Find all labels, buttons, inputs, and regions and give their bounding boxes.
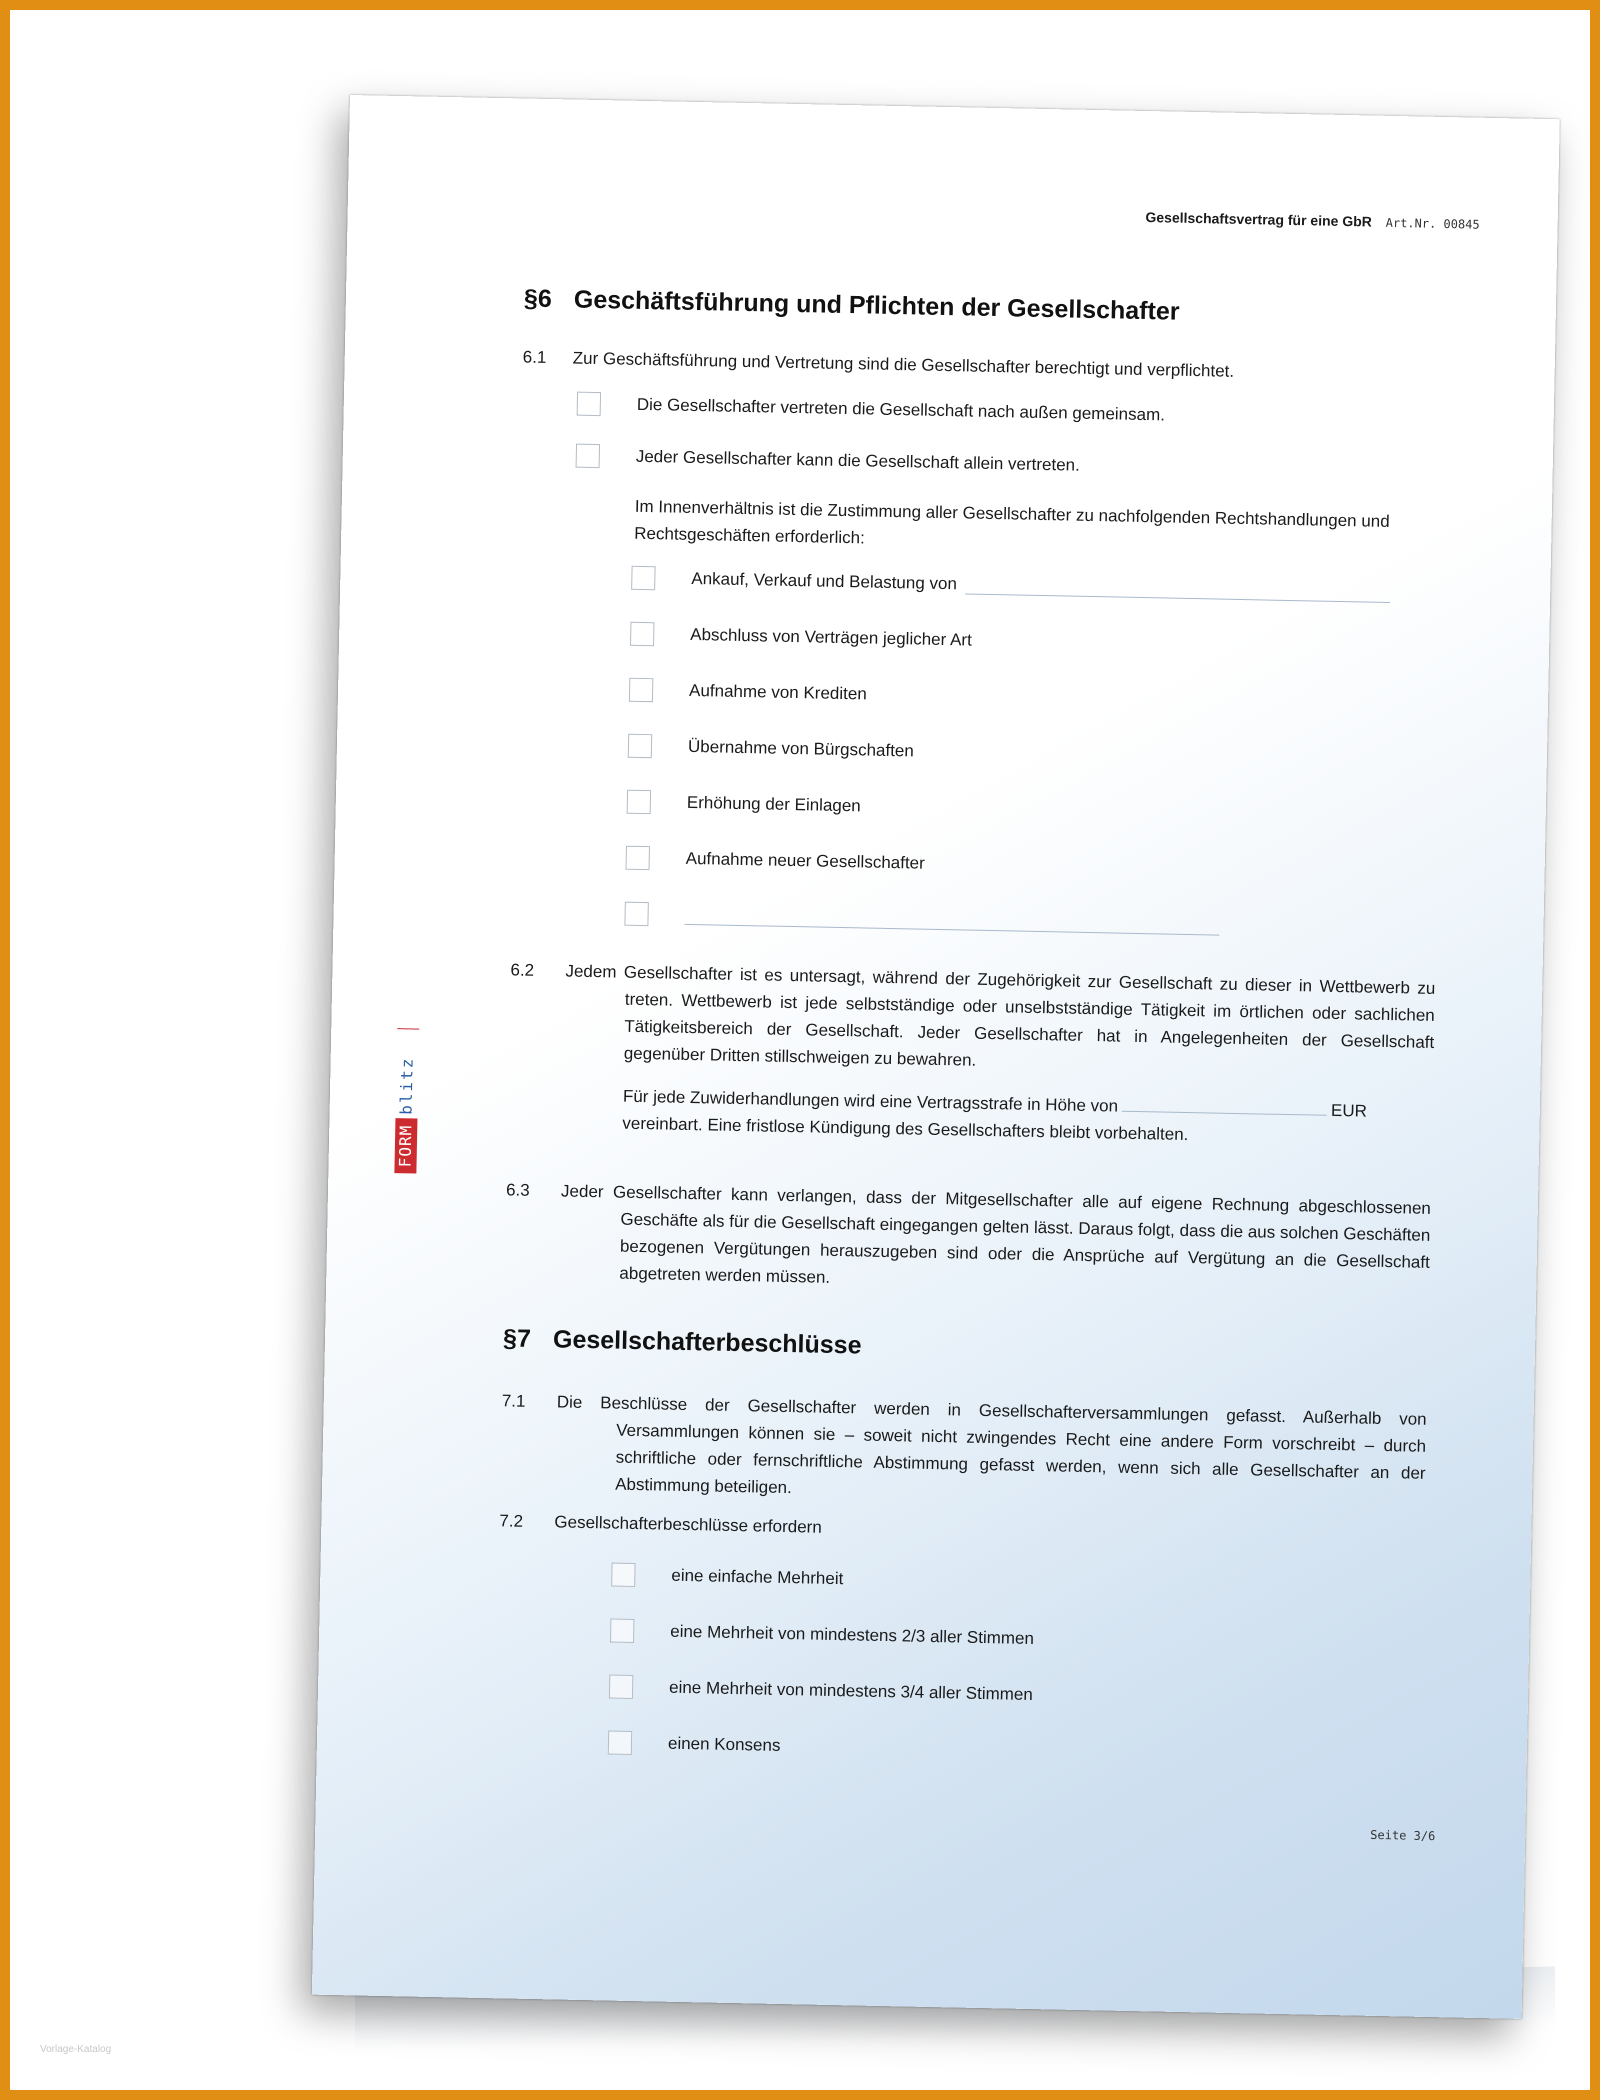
checkbox[interactable] <box>624 902 648 926</box>
checkbox[interactable] <box>611 1563 635 1587</box>
clause-7-1-number: 7.1 <box>501 1391 526 1411</box>
watermark: Vorlage-Katalog <box>40 2044 112 2055</box>
checkbox[interactable] <box>577 392 601 416</box>
clause-6-2-number: 6.2 <box>510 960 535 980</box>
penalty-text-a: Für jede Zuwiderhandlungen wird eine Vertragsstrafe in Höhe von <box>622 1086 1119 1116</box>
option-label: Die Gesellschafter vertreten die Gesellschaft nach außen gemeinsam. <box>636 394 1166 425</box>
penalty-text <box>622 1083 1433 1153</box>
item-label: Ankauf, Verkauf und Belastung von <box>691 568 958 594</box>
item-label: Aufnahme neuer Gesellschafter <box>685 848 925 873</box>
checkbox[interactable] <box>631 566 655 590</box>
option-label: eine Mehrheit von mindestens 2/3 aller Stimmen <box>670 1621 1035 1649</box>
checkbox[interactable] <box>630 622 654 646</box>
item-label: Übernahme von Bürgschaften <box>687 736 914 761</box>
clause-6-1-number: 6.1 <box>522 347 547 367</box>
logo-form-text: FORM <box>394 1119 417 1174</box>
checkbox[interactable] <box>626 846 650 870</box>
page-number: Seite 3/6 <box>1370 1827 1436 1844</box>
document-title: Gesellschaftsvertrag für eine GbR <box>1145 208 1373 230</box>
logo-blitz-text: blitz <box>396 1056 417 1115</box>
clause-6-1-text: Zur Geschäftsführung und Vertretung sind die Gesellschafter berechtigt und verpflichtet. <box>572 348 1235 381</box>
clause-6-3-number: 6.3 <box>505 1180 530 1200</box>
section-7-heading <box>503 1324 862 1360</box>
article-number: Art.Nr. 00845 <box>1385 215 1480 232</box>
checkbox[interactable] <box>627 790 651 814</box>
item-label: Erhöhung der Einlagen <box>686 792 861 816</box>
document-page <box>312 95 1560 2019</box>
option-label: eine einfache Mehrheit <box>671 1565 844 1589</box>
clause-6-3-text: Jeder Gesellschafter kann verlangen, dass der Mitgesellschafter alle auf eigene Rechnung abgeschlossenen Geschäfte als für die Gesellschaft eingegangen gelten lässt. Daraus folgt, dass die aus solchen Geschäften bezogenen Vergütungen herauszugeben sind oder die Ansprüche auf Vergütung an die Gesellschaft abgetreten werden müssen. <box>560 1181 1432 1287</box>
consensus[interactable] <box>608 1731 781 1758</box>
checkbox[interactable] <box>576 444 600 468</box>
penalty-text-b: EUR vereinbart. Eine fristlose Kündigung des Gesellschafters bleibt vorbehalten. <box>622 1100 1368 1145</box>
item-contracts[interactable] <box>630 622 972 653</box>
section-6-heading <box>524 285 1180 327</box>
section-7-title: Gesellschafterbeschlüsse <box>552 1325 862 1360</box>
item-custom[interactable] <box>624 902 1219 938</box>
checkbox[interactable] <box>609 1675 633 1699</box>
checkbox[interactable] <box>629 678 653 702</box>
item-credits[interactable] <box>629 678 867 707</box>
page-header <box>1145 209 1479 232</box>
item-label: Aufnahme von Krediten <box>688 680 867 704</box>
item-label: Abschluss von Verträgen jeglicher Art <box>690 624 972 650</box>
majority-simple[interactable] <box>611 1563 843 1592</box>
inner-relationship-text: Im Innenverhältnis ist die Zustimmung aller Gesellschafter zu nachfolgenden Rechtshandlungen und Rechtsgeschäften erforderlich: <box>634 496 1390 548</box>
item-new-partners[interactable] <box>626 846 926 876</box>
checkbox[interactable] <box>628 734 652 758</box>
clause-7-2-number: 7.2 <box>499 1511 524 1531</box>
item-contributions[interactable] <box>627 790 861 819</box>
option-label: Jeder Gesellschafter kann die Gesellschaft allein vertreten. <box>635 446 1081 475</box>
option-6-1-joint[interactable] <box>577 392 1166 428</box>
checkbox[interactable] <box>610 1619 634 1643</box>
item-guarantees[interactable] <box>628 734 914 764</box>
option-label: einen Konsens <box>667 1733 781 1755</box>
formblitz-logo <box>394 1028 419 1173</box>
section-7-number: §7 <box>502 1324 532 1353</box>
custom-fill-line[interactable] <box>684 905 1219 935</box>
section-6-title: Geschäftsführung und Pflichten der Gesellschafter <box>573 285 1180 326</box>
clause-7-2-text: Gesellschafterbeschlüsse erfordern <box>554 1512 822 1537</box>
majority-three-quarters[interactable] <box>609 1675 1033 1708</box>
section-6-number: §6 <box>523 284 553 314</box>
clause-7-1-text: Die Beschlüsse der Gesellschafter werden in Gesellschafterversammlungen gefasst. Außerhalb von Versammlungen können sie – soweit nicht zwingendes Recht eine andere Form vorschreibt – durch schriftliche oder fernschriftliche Abstimmung gefasst werden, wenn sich alle Gesellschafter an der Abstimmung beteiligen. <box>556 1392 1427 1498</box>
penalty-amount-field[interactable] <box>1122 1095 1327 1116</box>
option-6-1-sole[interactable] <box>576 444 1081 478</box>
majority-two-thirds[interactable] <box>610 1619 1034 1652</box>
item-purchase[interactable] <box>631 566 1390 605</box>
checkbox[interactable] <box>608 1731 632 1755</box>
option-label: eine Mehrheit von mindestens 3/4 aller Stimmen <box>668 1677 1034 1705</box>
clause-6-2-text: Jedem Gesellschafter ist es untersagt, während der Zugehörigkeit zur Gesellschaft zu dieser in Wettbewerb zu treten. Wettbewerb ist jede selbstständige oder unselbstständige Tätigkeit im örtlichen oder sachlichen Tätigkeitsbereich der Gesellschaft. Jeder Gesellschafter hat in Angelegenheiten der Gesellschaft gegenüber Dritten stillschweigen zu bewahren. <box>565 961 1436 1070</box>
purchase-fill-line[interactable] <box>965 575 1390 603</box>
